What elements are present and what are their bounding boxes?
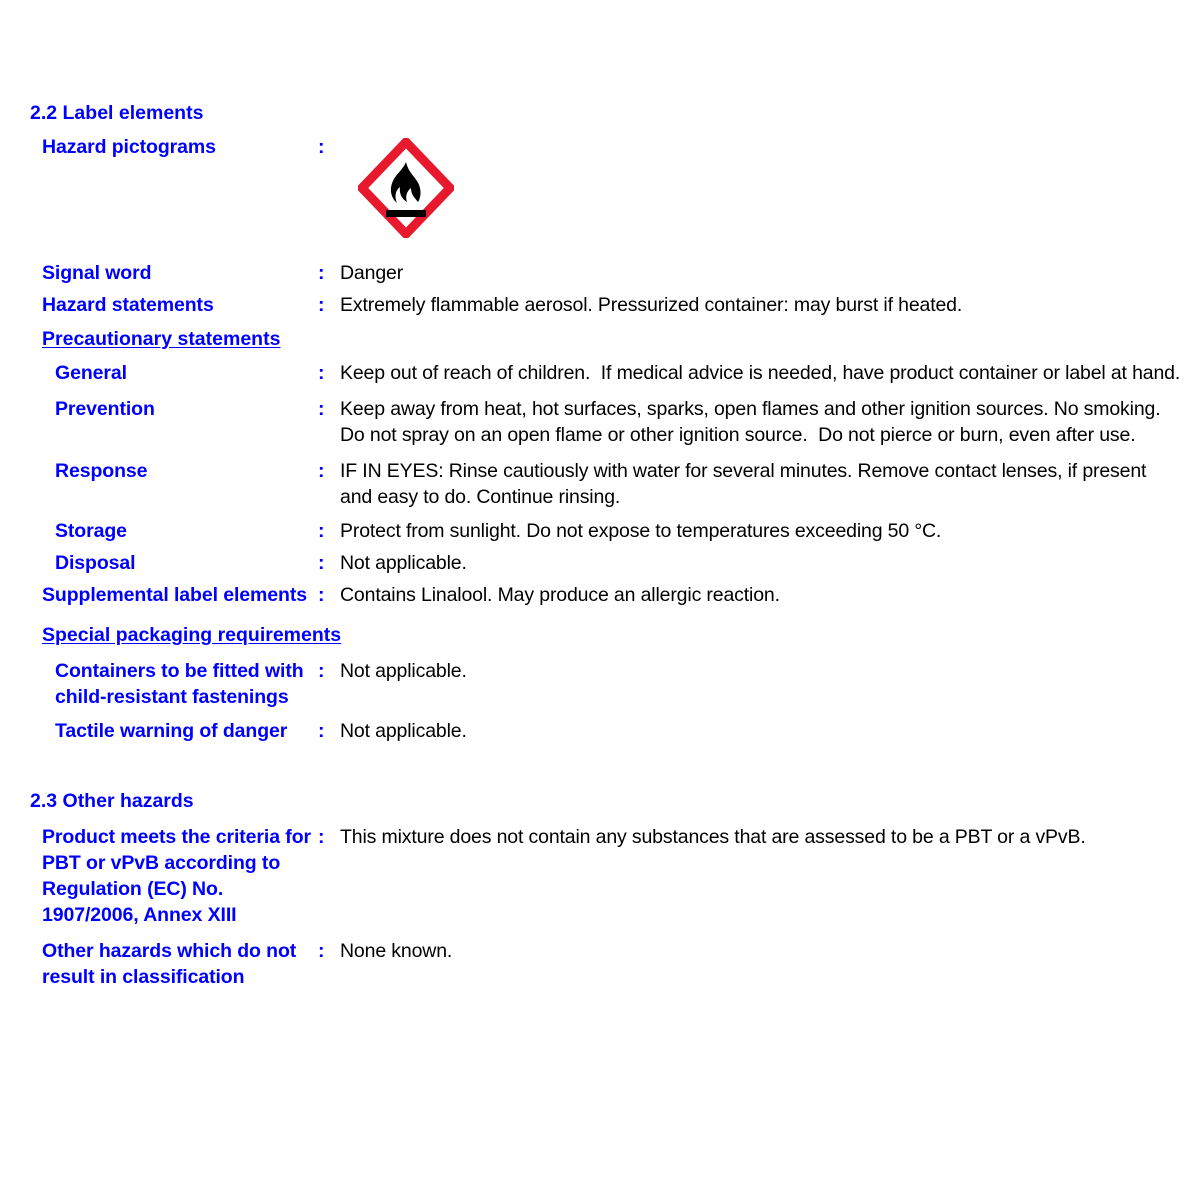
subheading-precautionary-wrap: [0, 326, 1200, 352]
row-other-hazards-no-classification: [0, 938, 1200, 990]
spacer: [0, 814, 1200, 824]
label-disposal: Disposal: [55, 552, 136, 574]
value-prevention: Keep away from heat, hot surfaces, sparks, open flames and other ignition sources. No smoking. Do not spray on an open flame or other ignition source. Do not pierce or burn, even after use.: [340, 398, 1172, 446]
colon-separator: :: [318, 136, 325, 158]
colon-separator: :: [318, 362, 325, 384]
colon-separator: :: [318, 660, 325, 682]
row-general: [0, 360, 1200, 386]
value-tactile-warning: Not applicable.: [340, 720, 467, 742]
label-other-hazards-no-classification: Other hazards which do not result in classification: [42, 940, 297, 988]
label-prevention: Prevention: [55, 398, 155, 420]
spacer: [0, 744, 1200, 788]
subheading-special-packaging-wrap: [0, 622, 1200, 648]
label-supplemental-label-elements: Supplemental label elements: [42, 584, 307, 606]
colon-separator: :: [318, 520, 325, 542]
label-storage: Storage: [55, 520, 127, 542]
row-supplemental-label-elements: [0, 582, 1200, 608]
row-hazard-pictograms: [0, 134, 1200, 238]
colon-separator: :: [318, 262, 325, 284]
colon-separator: :: [318, 826, 325, 848]
row-disposal: [0, 550, 1200, 576]
row-child-resistant-fastenings: [0, 658, 1200, 710]
value-storage: Protect from sunlight. Do not expose to temperatures exceeding 50 °C.: [340, 520, 942, 542]
row-signal-word: [0, 260, 1200, 286]
spacer: [0, 608, 1200, 622]
row-pbt-vpvb-criteria: [0, 824, 1200, 928]
label-hazard-pictograms: Hazard pictograms: [42, 136, 216, 158]
spacer: [0, 238, 1200, 260]
value-general: Keep out of reach of children. If medical advice is needed, have product container or label at hand.: [340, 362, 1181, 384]
value-signal-word: Danger: [340, 262, 404, 284]
spacer: [0, 510, 1200, 518]
colon-separator: :: [318, 552, 325, 574]
colon-separator: :: [318, 398, 325, 420]
label-child-resistant-fastenings: Containers to be fitted with child-resistant fastenings: [55, 660, 304, 708]
label-pbt-vpvb-criteria: Product meets the criteria for PBT or vPvB according to Regulation (EC) No. 1907/2006, Annex XIII: [42, 826, 311, 926]
value-disposal: Not applicable.: [340, 552, 467, 574]
row-response: [0, 458, 1200, 510]
row-hazard-statements: [0, 292, 1200, 318]
row-storage: [0, 518, 1200, 544]
row-prevention: [0, 396, 1200, 448]
subheading-special-packaging-requirements: Special packaging requirements: [42, 624, 342, 646]
hazard-pictogram-flame-icon: [358, 138, 454, 238]
label-general: General: [55, 362, 127, 384]
spacer: [0, 448, 1200, 458]
label-response: Response: [55, 460, 148, 482]
colon-separator: :: [318, 720, 325, 742]
spacer: [0, 126, 1200, 134]
spacer: [0, 710, 1200, 718]
spacer: [0, 648, 1200, 658]
value-pbt-vpvb-criteria: This mixture does not contain any substances that are assessed to be a PBT or a vPvB.: [340, 826, 1086, 848]
label-tactile-warning: Tactile warning of danger: [55, 720, 288, 742]
value-response: IF IN EYES: Rinse cautiously with water for several minutes. Remove contact lenses, if present and easy to do. Continue rinsing.: [340, 460, 1152, 508]
value-other-hazards-no-classification: None known.: [340, 940, 453, 962]
spacer: [0, 318, 1200, 326]
value-hazard-statements: Extremely flammable aerosol. Pressurized container: may burst if heated.: [340, 294, 963, 316]
section-heading-other-hazards: 2.3 Other hazards: [30, 790, 194, 812]
label-signal-word: Signal word: [42, 262, 152, 284]
value-child-resistant-fastenings: Not applicable.: [340, 660, 467, 682]
spacer: [0, 352, 1200, 360]
label-hazard-statements: Hazard statements: [42, 294, 214, 316]
spacer: [0, 386, 1200, 396]
top-spacer: [0, 0, 1200, 100]
value-supplemental-label-elements: Contains Linalool. May produce an allergic reaction.: [340, 584, 780, 606]
subheading-precautionary-statements: Precautionary statements: [42, 328, 281, 350]
section-heading-label-elements: 2.2 Label elements: [30, 102, 204, 124]
row-tactile-warning: [0, 718, 1200, 744]
colon-separator: :: [318, 940, 325, 962]
colon-separator: :: [318, 460, 325, 482]
colon-separator: :: [318, 584, 325, 606]
spacer: [0, 928, 1200, 938]
colon-separator: :: [318, 294, 325, 316]
